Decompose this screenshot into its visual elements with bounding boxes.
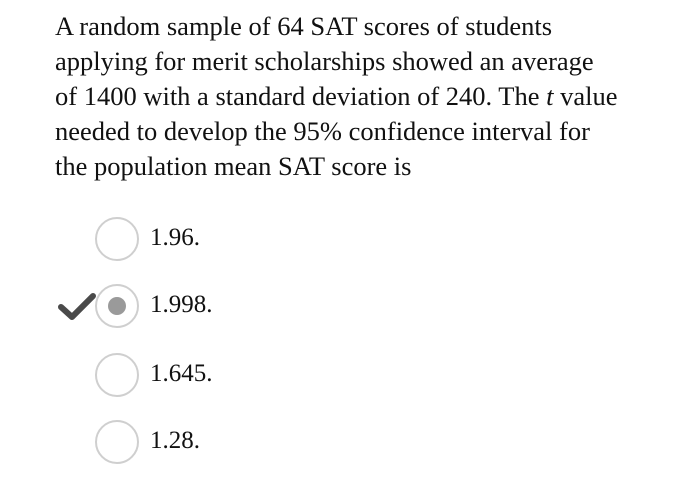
answer-label[interactable]: 1.96. — [150, 224, 200, 251]
checkmark-icon — [58, 292, 96, 322]
radio-selected-dot — [108, 297, 126, 315]
radio-button[interactable] — [95, 284, 139, 328]
answer-option-4[interactable] — [0, 413, 700, 473]
t-variable: t — [546, 81, 554, 111]
answer-label[interactable]: 1.998. — [150, 291, 213, 318]
question-line-2: applying for merit scholarships showed an average — [55, 46, 594, 76]
radio-button[interactable] — [95, 353, 139, 397]
answer-label[interactable]: 1.645. — [150, 360, 213, 387]
question-line-3-before: of 1400 with a standard deviation of 240. The — [55, 81, 547, 111]
question-line-5: the population mean SAT score is — [55, 151, 412, 181]
radio-button[interactable] — [95, 217, 139, 261]
radio-button[interactable] — [95, 420, 139, 464]
question-line-4: needed to develop the 95% confidence interval for — [55, 116, 590, 146]
answer-option-1[interactable] — [0, 210, 700, 270]
question-line-3-after: value — [553, 81, 618, 111]
question-line-1: A random sample of 64 SAT scores of students — [55, 11, 553, 41]
answer-option-2[interactable] — [0, 277, 700, 337]
answer-option-3[interactable] — [0, 346, 700, 406]
answer-label[interactable]: 1.28. — [150, 427, 200, 454]
